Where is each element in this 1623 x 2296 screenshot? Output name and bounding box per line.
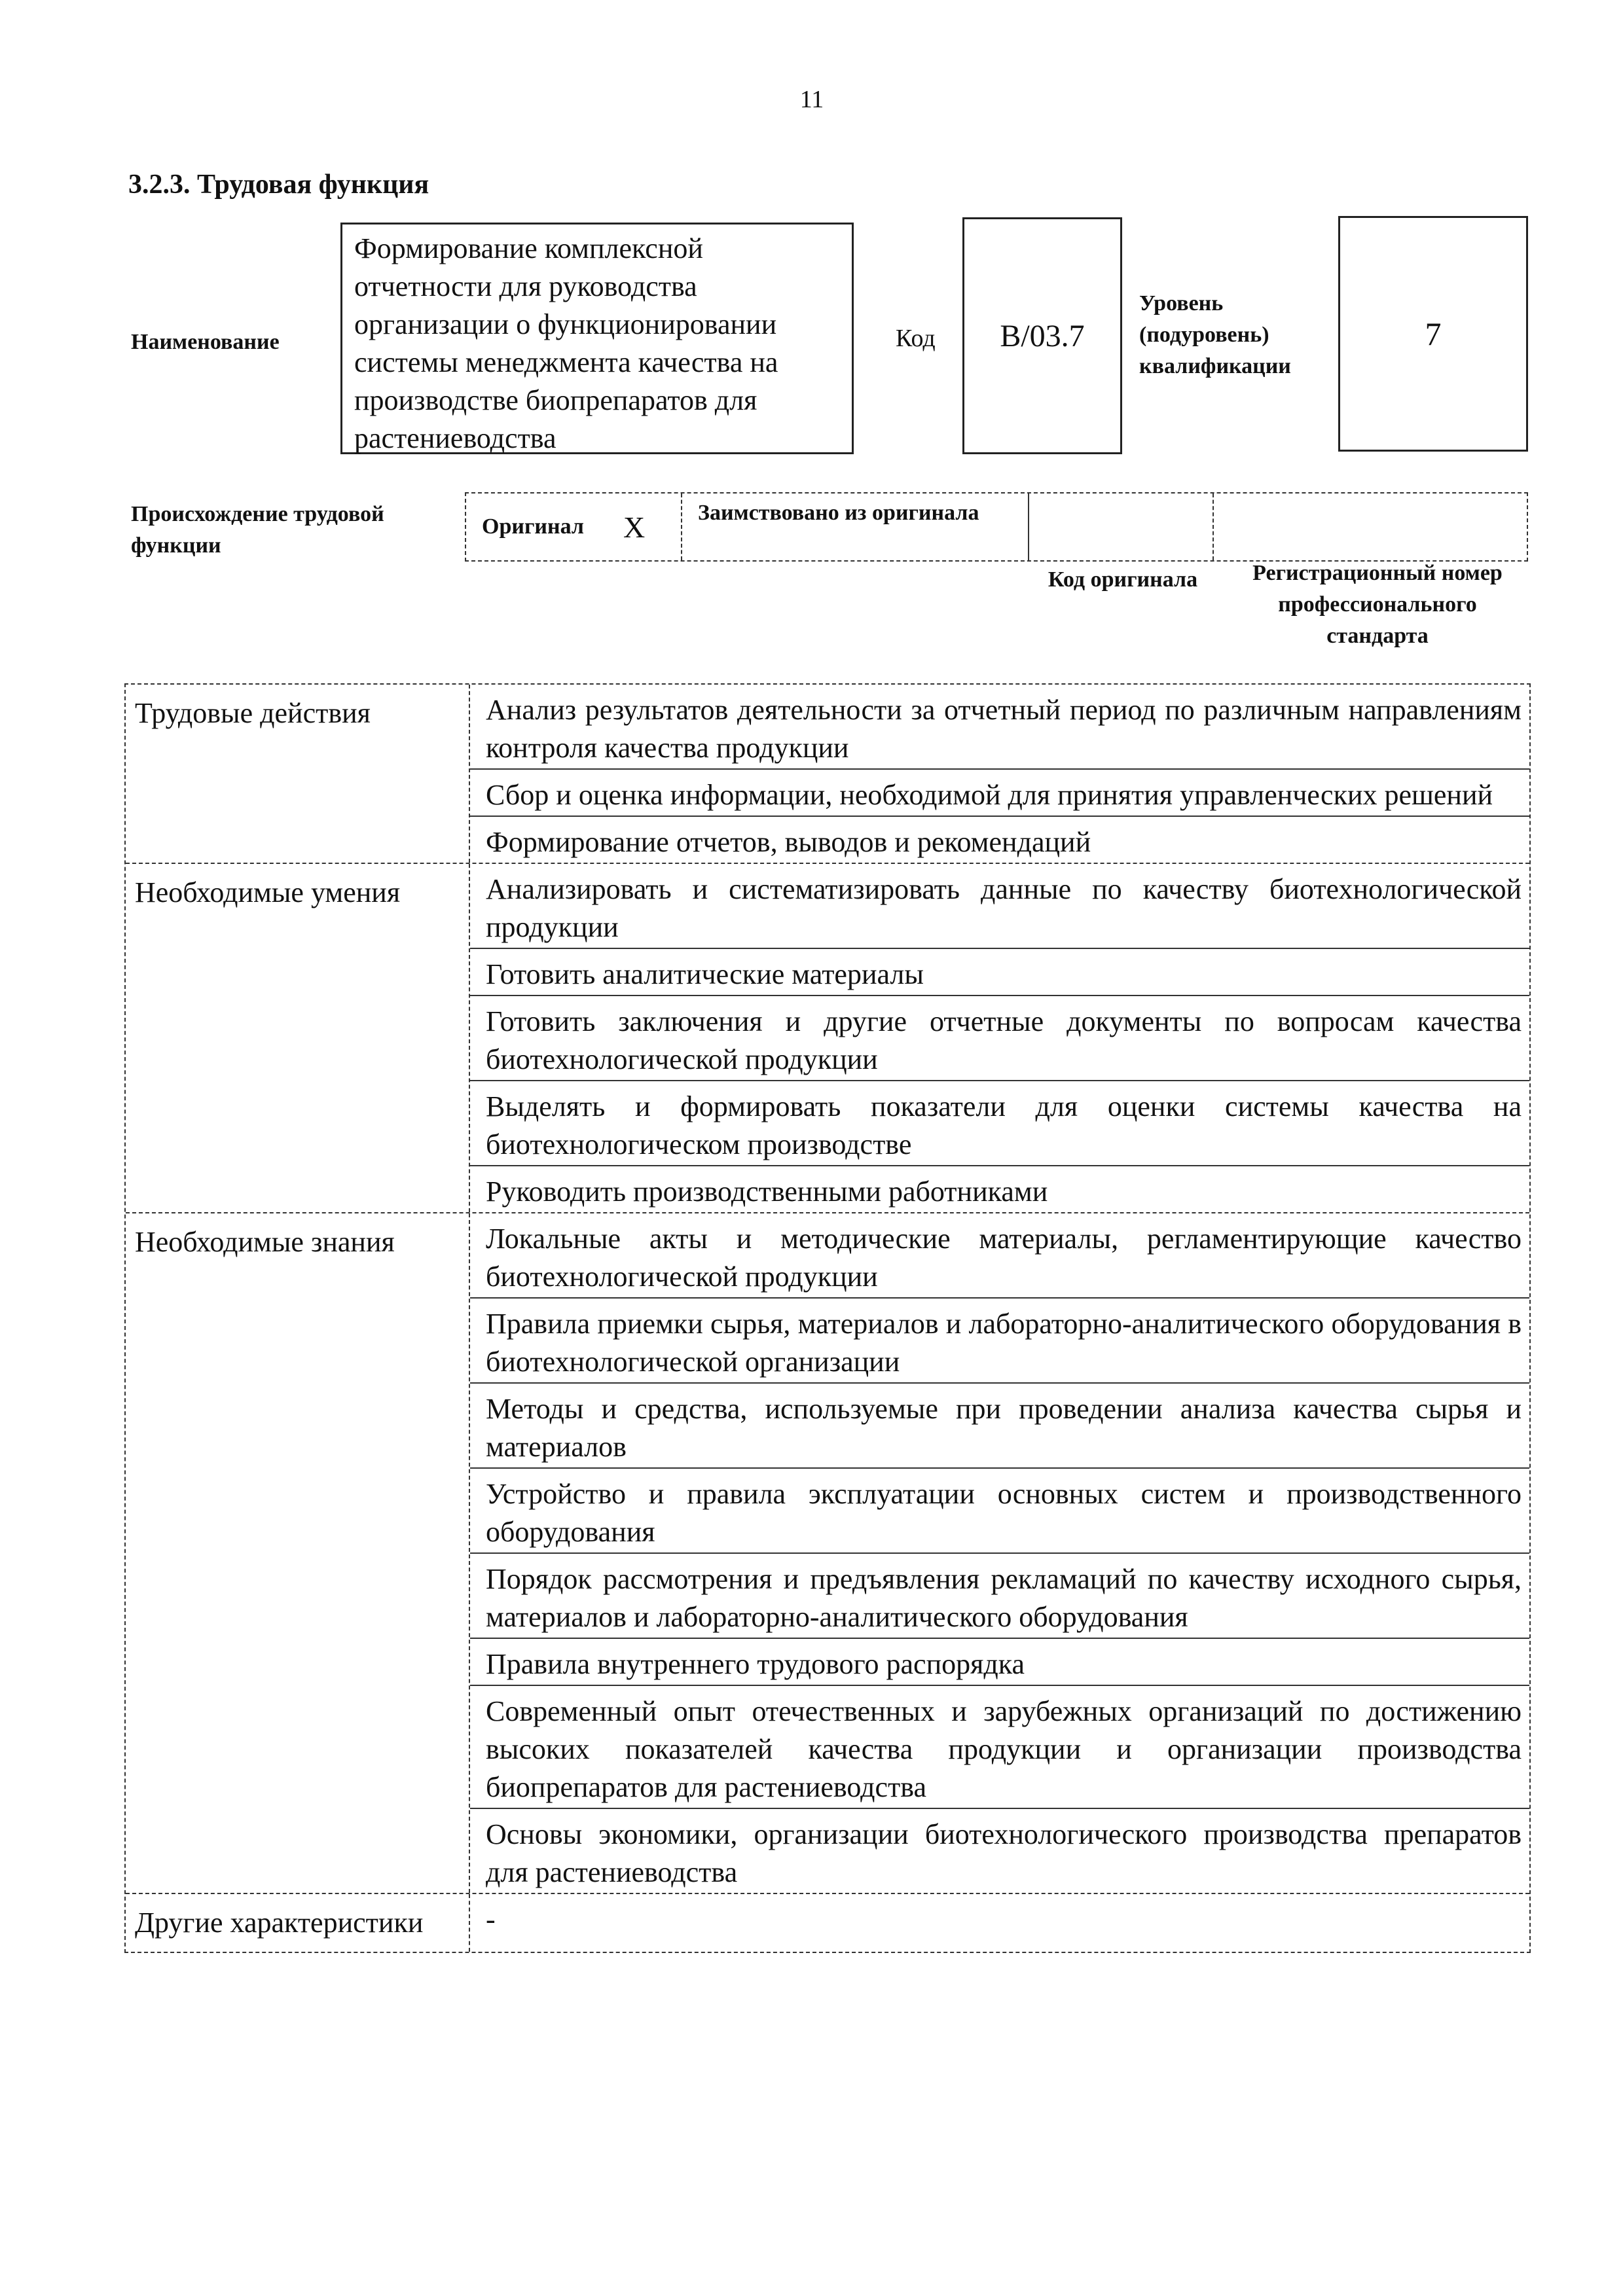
table-group: [126, 1894, 1529, 1952]
level-value: 7: [1425, 315, 1442, 352]
group-label: Трудовые действия: [126, 685, 470, 863]
table-row: Современный опыт отечественных и зарубежных организаций по достижению высоких показателей качества продукции и организации производства биопрепаратов для растениеводства: [470, 1686, 1529, 1809]
function-name-box: Формирование комплексной отчетности для руководства организации о функционировании системы менеджмента качества на производстве биопрепаратов для растениеводства: [340, 223, 854, 454]
function-table: [124, 683, 1531, 1953]
table-row: Готовить заключения и другие отчетные документы по вопросам качества биотехнологической продукции: [470, 996, 1529, 1081]
group-label: Необходимые умения: [126, 864, 470, 1212]
origin-original-cell: [466, 493, 682, 560]
table-row: Формирование отчетов, выводов и рекомендаций: [486, 826, 1091, 858]
page-number: 11: [799, 86, 824, 113]
group-label: Другие характеристики: [126, 1894, 470, 1952]
code-label: Код: [896, 325, 936, 352]
original-mark: X: [623, 510, 646, 544]
table-row: Готовить аналитические материалы: [470, 949, 1529, 996]
origin-row: [465, 492, 1528, 562]
table-row: Правила приемки сырья, материалов и лабораторно-аналитического оборудования в биотехнологической организации: [470, 1299, 1529, 1384]
table-row: Анализировать и систематизировать данные по качеству биотехнологической продукции: [470, 864, 1529, 949]
group-items: [470, 864, 1529, 1212]
table-group: [126, 685, 1529, 864]
section-title: 3.2.3. Трудовая функция: [128, 170, 429, 200]
table-row: Основы экономики, организации биотехнологического производства препаратов для растениеводства: [486, 1818, 1522, 1888]
table-row: Локальные акты и методические материалы, регламентирующие качество биотехнологической продукции: [470, 1213, 1529, 1299]
group-items: [470, 1894, 1529, 1952]
original-label: Оригинал: [482, 514, 584, 539]
level-box: [1338, 216, 1528, 452]
table-row: Выделять и формировать показатели для оценки системы качества на биотехнологическом производстве: [470, 1081, 1529, 1166]
code-value: B/03.7: [1000, 318, 1085, 353]
code-original-caption: Код оригинала: [1048, 567, 1198, 592]
origin-label: Происхождение трудовой функции: [131, 502, 384, 558]
table-row: Устройство и правила эксплуатации основных систем и производственного оборудования: [470, 1469, 1529, 1554]
table-row: Руководить производственными работниками: [486, 1175, 1048, 1208]
table-group: [126, 864, 1529, 1213]
name-label: Наименование: [131, 330, 280, 354]
table-row: Методы и средства, используемые при проведении анализа качества сырья и материалов: [470, 1384, 1529, 1469]
table-row: Сбор и оценка информации, необходимой для принятия управленческих решений: [470, 770, 1529, 817]
reg-number-caption: Регистрационный номер профессионального стандарта: [1252, 561, 1503, 648]
reg-number-cell: [1214, 493, 1527, 560]
table-row: -: [486, 1903, 496, 1935]
table-row: Правила внутреннего трудового распорядка: [470, 1639, 1529, 1686]
table-row: Порядок рассмотрения и предъявления рекламаций по качеству исходного сырья, материалов и лабораторно-аналитического оборудования: [470, 1554, 1529, 1639]
group-label: Необходимые знания: [126, 1213, 470, 1893]
code-box: [962, 217, 1122, 454]
table-row: Анализ результатов деятельности за отчетный период по различным направлениям контроля качества продукции: [470, 685, 1529, 770]
borrowed-label: Заимствовано из оригинала: [682, 493, 1029, 560]
group-items: [470, 685, 1529, 863]
table-group: [126, 1213, 1529, 1894]
level-label: Уровень (подуровень) квалификации: [1139, 291, 1291, 378]
group-items: [470, 1213, 1529, 1893]
original-code-cell: [1029, 493, 1214, 560]
